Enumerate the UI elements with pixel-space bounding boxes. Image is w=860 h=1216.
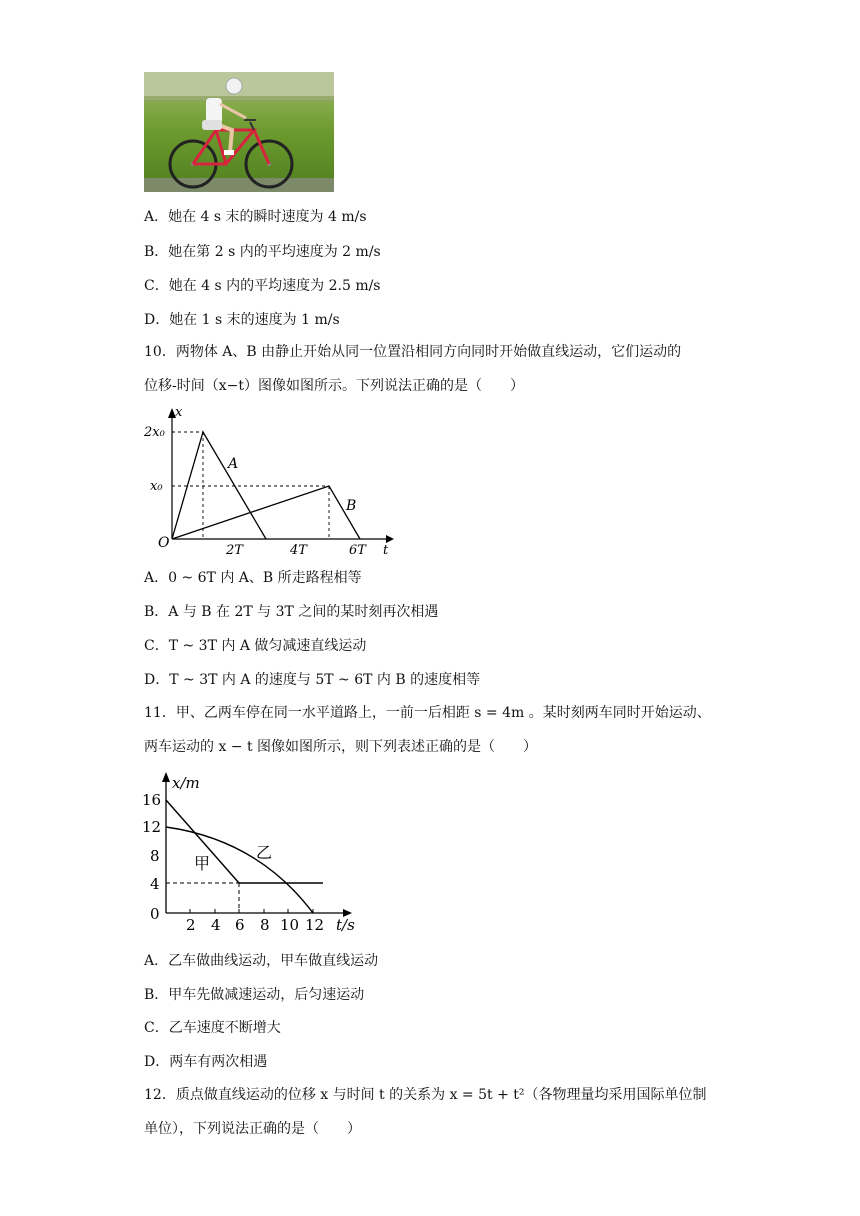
q10-xtick-4T: 4T [290, 543, 307, 558]
q11-xtick-12: 12 [305, 916, 325, 934]
q10-xt-graph [140, 402, 400, 562]
q11-ytick-16: 16 [142, 791, 162, 809]
q11-ytick-4: 4 [150, 875, 160, 893]
q9-option-c: C．她在 4 s 内的平均速度为 2.5 m/s [144, 278, 381, 294]
q11-xtick-2: 2 [186, 916, 196, 934]
q11-xtick-8: 8 [260, 916, 270, 934]
q9-option-d: D．她在 1 s 末的速度为 1 m/s [144, 312, 340, 328]
q10-stem-line2: 位移-时间（x−t）图像如图所示。下列说法正确的是（ ） [144, 378, 524, 394]
q11-xtick-4: 4 [211, 916, 221, 934]
q10-y-axis-label: x [175, 405, 183, 420]
q11-ytick-8: 8 [150, 847, 160, 865]
q12-stem-line1: 12．质点做直线运动的位移 x 与时间 t 的关系为 x = 5t + t²（各物理量均采用国际单位制 [144, 1087, 707, 1103]
q9-option-b: B．她在第 2 s 内的平均速度为 2 m/s [144, 244, 381, 260]
q10-option-b: B．A 与 B 在 2T 与 3T 之间的某时刻再次相遇 [144, 604, 439, 620]
q10-label-b: B [346, 498, 357, 514]
q11-xt-graph [138, 768, 368, 938]
q11-label-jia: 甲 [194, 854, 211, 873]
q10-option-c: C．T ~ 3T 内 A 做匀减速直线运动 [144, 638, 367, 654]
q10-xtick-2T: 2T [226, 543, 243, 558]
q11-curve-jia [166, 800, 323, 883]
q11-xtick-6: 6 [235, 916, 245, 934]
q12-stem-line2: 单位），下列说法正确的是（ ） [144, 1121, 361, 1137]
q10-label-a: A [228, 456, 239, 472]
q10-option-a: A．0 ~ 6T 内 A、B 所走路程相等 [144, 570, 362, 586]
q11-option-a: A．乙车做曲线运动，甲车做直线运动 [144, 953, 379, 969]
cyclist-photo [144, 72, 334, 192]
q11-label-yi: 乙 [256, 843, 273, 862]
q11-stem-line1: 11．甲、乙两车停在同一水平道路上，一前一后相距 s = 4m 。某时刻两车同时开始运动、 [144, 705, 711, 721]
q11-option-d: D．两车有两次相遇 [144, 1054, 268, 1070]
q9-option-a: A．她在 4 s 末的瞬时速度为 4 m/s [144, 209, 367, 225]
q10-stem-line1: 10．两物体 A、B 由静止开始从同一位置沿相同方向同时开始做直线运动，它们运动的 [144, 344, 682, 360]
q10-t-axis-arrow [386, 535, 394, 543]
q11-xtick-10: 10 [280, 916, 300, 934]
q11-ytick-12: 12 [142, 818, 162, 836]
q11-t-axis-label: t/s [336, 916, 355, 934]
q10-ytick-2x0: 2x₀ [144, 425, 165, 440]
q11-stem-line2: 两车运动的 x − t 图像如图所示，则下列表述正确的是（ ） [144, 739, 538, 755]
q10-xtick-6T: 6T [349, 543, 366, 558]
q11-y-axis-label: x/m [172, 774, 200, 792]
q11-option-c: C．乙车速度不断增大 [144, 1020, 281, 1036]
q10-option-d: D．T ~ 3T 内 A 的速度与 5T ~ 6T 内 B 的速度相等 [144, 672, 481, 688]
q11-ytick-0: 0 [150, 905, 160, 923]
q10-curve-b [172, 486, 360, 539]
q10-origin-label: O [158, 535, 170, 551]
q11-x-axis-arrow [162, 772, 170, 782]
q10-t-axis-label: t [383, 543, 389, 558]
q11-option-b: B．甲车先做减速运动，后匀速运动 [144, 987, 365, 1003]
q10-ytick-x0: x₀ [150, 479, 163, 494]
